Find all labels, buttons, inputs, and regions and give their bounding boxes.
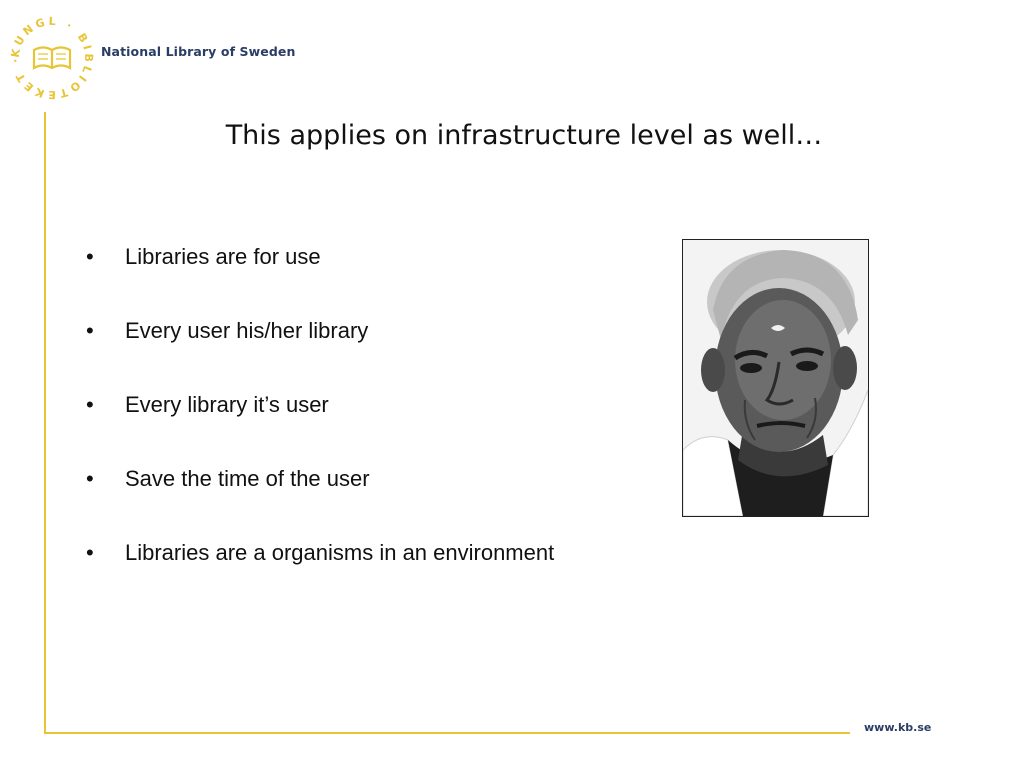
library-seal-logo	[8, 14, 96, 102]
bullet-text: Every user his/her library	[125, 318, 369, 343]
slide-title: This applies on infrastructure level as well…	[225, 120, 823, 151]
bullet-marker: •	[86, 466, 94, 491]
bullet-marker: •	[86, 540, 94, 565]
portrait-photo	[682, 239, 869, 517]
portrait-illustration	[683, 240, 868, 516]
bullet-marker: •	[86, 318, 94, 343]
bullet-text: Libraries are for use	[125, 244, 321, 269]
seal-text: KUNGL · BIBLIOTEKET ·	[8, 14, 96, 102]
bullet-marker: •	[86, 244, 94, 269]
bullet-text: Libraries are a organisms in an environment	[125, 540, 555, 565]
organization-name: National Library of Sweden	[101, 44, 296, 59]
frame-vertical-rule	[44, 112, 46, 734]
bullet-marker: •	[86, 392, 94, 417]
bullet-text: Save the time of the user	[125, 466, 370, 491]
frame-horizontal-rule	[44, 732, 850, 734]
footer-website-url: www.kb.se	[864, 721, 932, 734]
book-crown-icon	[34, 48, 70, 69]
bullet-text: Every library it’s user	[125, 392, 329, 417]
